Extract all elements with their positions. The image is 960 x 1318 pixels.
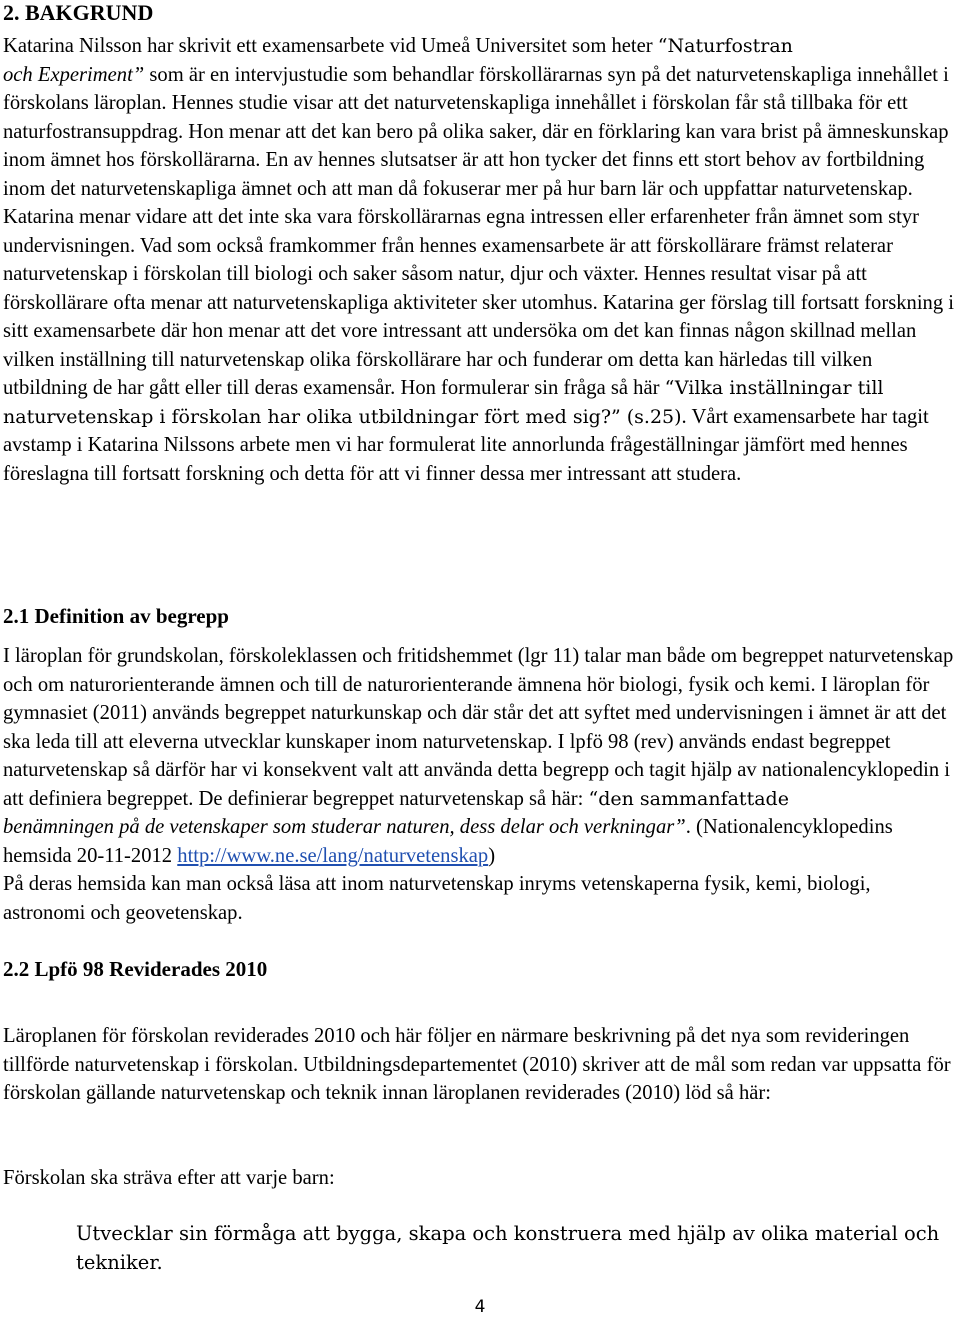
- paragraph-definition-part-a: I läroplan för grundskolan, förskoleklassen och fritidshemmet (lgr 11) talar man både om begreppet naturvetenskap och om naturorienterande ämnen och till de naturorienterande ämnena hör biologi, fysik och kemi. I läroplan för gymnasiet (2011) används begreppet naturkunskap och där står det att syftet med undervisningen i ämnet är att det ska leda till att eleverna utvecklar kunskaper inom naturvetenskap. I lpfö 98 (rev) används endast begreppet naturvetenskap så därför har vi konsekvent valt att använda detta begrepp och tagit hjälp av nationalencyklopedin i att definiera begreppet. De definierar begreppet naturvetenskap så här:: [3, 645, 954, 810]
- quoted-title-naturfostran: “Naturfostran: [657, 35, 793, 57]
- paragraph-goal-intro: Förskolan ska sträva efter att varje barn:: [3, 1167, 335, 1189]
- section-heading-bakgrund: 2. BAKGRUND: [3, 0, 154, 25]
- quoted-title-experiment: och Experiment”: [3, 63, 145, 86]
- quoted-definition-start: “den sammanfattade: [588, 787, 789, 810]
- quoted-definition-italic: benämningen på de vetenskaper som studerar naturen, dess delar och verkningar”: [3, 816, 686, 838]
- paragraph-bakgrund-part-a: Katarina Nilsson har skrivit ett examensarbete vid Umeå Universitet som heter: [3, 35, 658, 57]
- paragraph-bakgrund-part-d: som är en intervjustudie som behandlar förskollärarnas syn på det naturvetenskapliga innehållet i förskolans läroplan. Hennes studie visar att det naturvetenskapliga innehållet i förskolan får stå tillbaka för ett naturfostransuppdrag. Hon menar att det kan bero på olika saker, där en förklaring kan vara brist på ämneskunskap inom ämnet hos förskollärarna. En av hennes slutsatser är att hon tycker det finns ett stort behov av fortbildning inom det naturvetenskapliga ämnet och att man då fokuserar mer på hur barn lär och uppfattar naturvetenskap. Katarina menar vidare att det inte ska vara förskollärarnas egna intressen eller erfarenheter från ämnet som styr undervisningen. Vad som också framkommer från hennes examensarbete är att förskollärare främst relaterar naturvetenskap i förskolan till biologi och saker såsom natur, djur och växter. Hennes resultat visar på att förskollärare ofta menar att naturvetenskapliga aktiviteter sker utomhus. Katarina ger förslag till fortsatt forskning i sitt examensarbete där hon menar att det vore intressant att undersöka om det kan finnas någon skillnad mellan vilken inställning till naturvetenskap olika förskollärare har och funderar om detta kan härledas till vilken utbildning de har gått eller till deras examensår. Hon formulerar sin fråga så här: [3, 63, 955, 399]
- ne-website-link[interactable]: http://www.ne.se/lang/naturvetenskap: [177, 844, 489, 867]
- section-heading-lpfo: 2.2 Lpfö 98 Reviderades 2010: [3, 957, 268, 981]
- paragraph-definition-part-e: ): [488, 844, 496, 867]
- section-heading-definition: 2.1 Definition av begrepp: [3, 604, 229, 628]
- paragraph-definition-part-f: På deras hemsida kan man också läsa att inom naturvetenskap inryms vetenskaperna fysik, kemi, biologi, astronomi och geovetenskap.: [3, 873, 871, 924]
- paragraph-definition: [3, 642, 958, 927]
- paragraph-definition-part-d: . (Nationalencyklopedins hemsida 20-11-2012: [3, 816, 893, 867]
- goal-quote: Utvecklar sin förmåga att bygga, skapa och konstruera med hjälp av olika material och tekniker.: [76, 1222, 940, 1274]
- paragraph-lpfo: Läroplanen för förskolan reviderades 2010 och här följer en närmare beskrivning på det nya som revideringen tillförde naturvetenskap i förskolan. Utbildningsdepartementet (2010) skriver att de mål som redan var uppsatta för förskolan gällande naturvetenskap och teknik innan läroplanen reviderades (2010) löd så här:: [3, 1025, 951, 1104]
- quoted-research-question: “Vilka inställningar till naturvetenskap i förskolan har olika utbildningar fört med sig?” (s.25): [3, 377, 884, 428]
- paragraph-bakgrund: [3, 32, 958, 488]
- page-number: 4: [474, 1297, 486, 1317]
- paragraph-bakgrund-part-f: . Vårt examensarbete har tagit avstamp i Katarina Nilssons arbete men vi har formulerat lite annorlunda frågeställningar jämfört med hennes föreslagna till fortsatt forskning och detta för att vi finner dessa mer intressant att studera.: [3, 405, 929, 485]
